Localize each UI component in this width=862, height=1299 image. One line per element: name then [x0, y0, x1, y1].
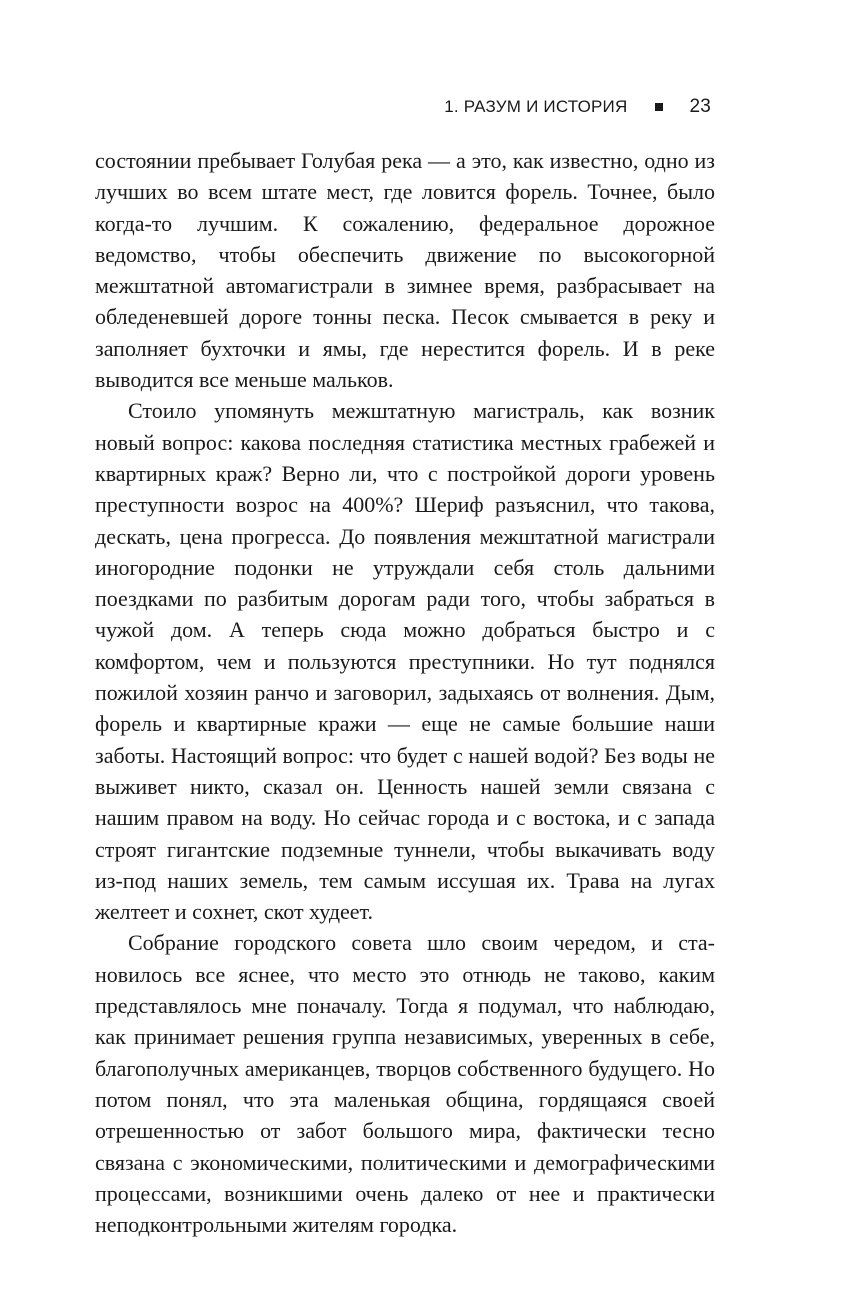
paragraph-3: Собрание городского совета шло своим чередом, и становилось все яснее, что место это отнюдь не таково, каким представлялось мне поначалу. Тогда я подумал, что наблюдаю, как принимает решения группа независимых, уверенных в себе, благополучных американцев, творцов собственного будущего. Но потом понял, что эта маленькая община, гордящаяся своей отрешенностью от забот большого мира, фактически тесно связана с экономическими, политическими и демографическими процессами, возникшими очень далеко от нее и практически неподконтрольными жителям городка. [95, 930, 715, 1238]
running-header [0, 96, 711, 118]
paragraph-2: Стоило упомянуть межштатную магистраль, как возник новый вопрос: какова последняя статистика местных грабежей и квартирных краж? Верно ли, что с постройкой дороги уровень преступности возрос на 400%? Шериф разъяснил, что такова, дескать, цена прогресса. До появления межштатной магистрали иногородние подонки не утруждали себя столь дальними поездками по разбитым дорогам ради того, чтобы забраться в чужой дом. А теперь сюда можно добраться быстро и с комфортом, чем и пользуются преступники. Но тут поднялся пожилой хозяин ранчо и заговорил, задыхаясь от волнения. Дым, форель и квартирные кражи — еще не самые большие наши заботы. Настоящий вопрос: что будет с нашей водой? Без воды не выживет никто, сказал он. Ценность нашей земли связана с нашим правом на воду. Но сейчас города и с востока, и с запада строят гигантские подземные туннели, чтобы выкачивать воду из-под наших земель, тем самым иссушая их. Трава на лугах желтеет и сохнет, скот худеет. [95, 398, 715, 925]
chapter-title: 1. РАЗУМ И ИСТОРИЯ [444, 97, 628, 116]
page-number: 23 [689, 96, 711, 117]
header-separator-square [655, 103, 663, 111]
body-text [95, 145, 715, 1240]
paragraph-1: состоянии пребывает Голубая река — а это, как известно, одно из лучших во всем штате мест, где ловится форель. Точнее, было когда-то лучшим. К сожалению, федеральное дорожное ведомство, чтобы обеспечить движение по высокогорной межштатной автомагистрали в зимнее время, разбрасывает на обледеневшей дороге тонны песка. Песок смывается в реку и заполняет бухточки и ямы, где нерестится форель. И в реке выводится все меньше мальков. [95, 148, 715, 393]
